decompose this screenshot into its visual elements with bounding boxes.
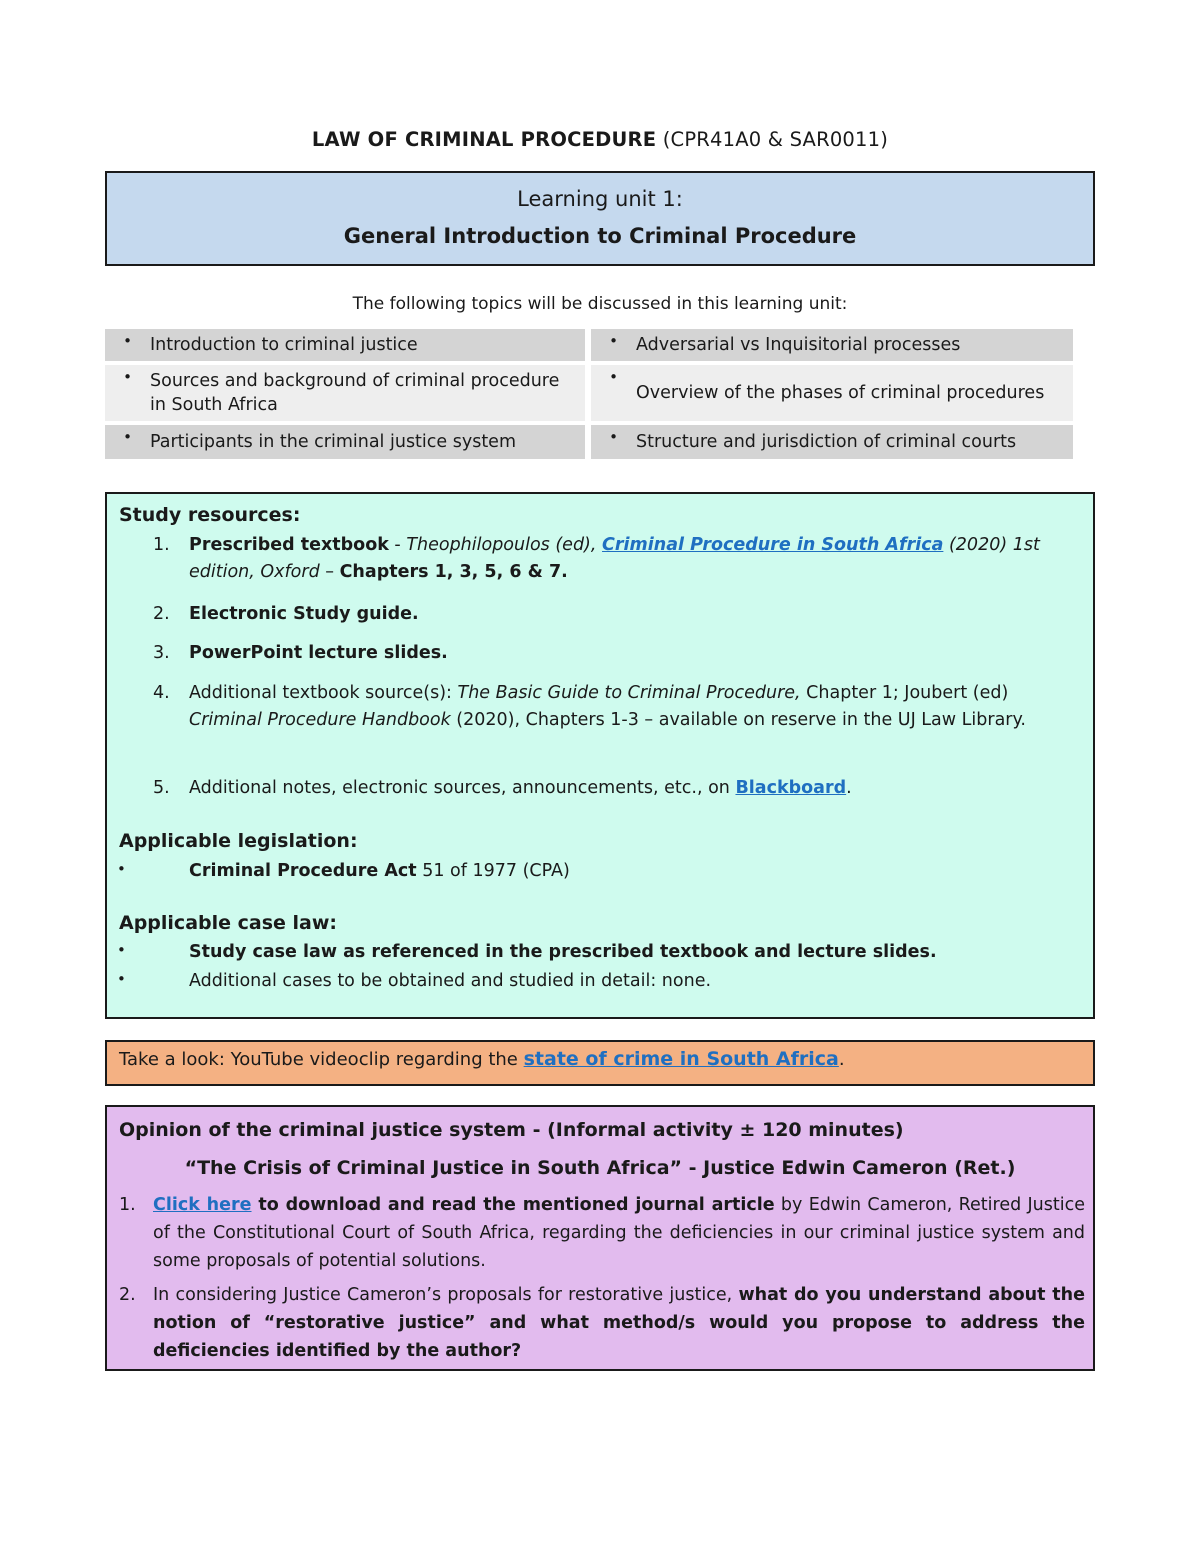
youtube-callout: [105, 1040, 1095, 1086]
course-name: LAW OF CRIMINAL PROCEDURE: [311, 128, 657, 151]
resource-mid: Chapter 1; Joubert (ed): [800, 683, 1009, 703]
question-text: [153, 1281, 1085, 1365]
topic-item: [105, 365, 585, 421]
youtube-link[interactable]: state of crime in South Africa: [523, 1048, 839, 1070]
textbook-author: Theophilopoulos (ed),: [406, 535, 597, 555]
bullet-icon: •: [117, 970, 126, 988]
resource-text: [189, 532, 1069, 586]
topic-item: [591, 365, 1073, 421]
resource-lead: Additional textbook source(s):: [189, 683, 458, 703]
item-number: 2.: [119, 1285, 136, 1305]
case-law-heading: Applicable case law:: [119, 912, 338, 934]
textbook-chapters: Chapters 1, 3, 5, 6 & 7.: [339, 562, 568, 582]
case-law-item: Study case law as referenced in the prescribed textbook and lecture slides.: [189, 942, 937, 962]
question-text: [153, 1191, 1085, 1275]
resource-tail: .: [846, 778, 852, 798]
blackboard-link[interactable]: Blackboard: [735, 778, 847, 798]
textbook-link[interactable]: Criminal Procedure in South Africa: [602, 535, 944, 555]
study-resources-box: [105, 492, 1095, 1019]
resource-tail: (2020), Chapters 1-3 – available on reserve in the UJ Law Library.: [450, 710, 1026, 730]
topic-text: Structure and jurisdiction of criminal courts: [636, 432, 1017, 452]
youtube-lead: Take a look: YouTube videoclip regarding the: [119, 1049, 524, 1070]
resource-text: [189, 775, 1069, 802]
topic-item: [591, 329, 1073, 361]
resource-bold: Prescribed textbook: [189, 535, 389, 555]
course-code: (CPR41A0 & SAR0011): [662, 128, 889, 151]
book-title: Criminal Procedure Handbook: [189, 710, 451, 730]
item-number: 4.: [153, 683, 170, 703]
bullet-icon: •: [123, 368, 132, 386]
activity-heading: Opinion of the criminal justice system - (Informal activity ± 120 minutes): [119, 1119, 904, 1141]
question-bold: what do you understand about the notion of “restorative justice” and what method/s would you propose to address the deficiencies identified by the author?: [153, 1285, 1085, 1361]
item-number: 2.: [153, 604, 170, 624]
question-bold: to download and read the mentioned journal article: [251, 1195, 775, 1215]
resource-lead: Additional notes, electronic sources, announcements, etc., on: [189, 778, 736, 798]
bullet-icon: •: [609, 368, 618, 386]
bullet-icon: •: [123, 332, 132, 350]
resource-sep: -: [388, 535, 407, 555]
resource-dash: –: [319, 562, 340, 582]
bullet-icon: •: [117, 941, 126, 959]
item-number: 3.: [153, 643, 170, 663]
bullet-icon: •: [117, 860, 126, 878]
legislation-item: [189, 858, 1089, 885]
learning-unit-banner: [105, 171, 1095, 266]
textbook-edition: (2020) 1st edition, Oxford: [189, 535, 1040, 582]
bullet-icon: •: [609, 332, 618, 350]
youtube-text: [119, 1048, 845, 1070]
bullet-icon: •: [123, 428, 132, 446]
question-lead: In considering Justice Cameron’s proposals for restorative justice,: [153, 1285, 739, 1305]
topic-text: Overview of the phases of criminal procedures: [636, 383, 1045, 403]
topic-text: Sources and background of criminal procedure in South Africa: [150, 371, 560, 415]
book-title: The Basic Guide to Criminal Procedure,: [457, 683, 801, 703]
topic-item: [105, 329, 585, 361]
article-title: “The Crisis of Criminal Justice in South Africa” - Justice Edwin Cameron (Ret.): [184, 1157, 1016, 1179]
legislation-heading: Applicable legislation:: [119, 830, 358, 852]
unit-title: General Introduction to Criminal Procedure: [343, 224, 857, 248]
item-number: 1.: [119, 1195, 136, 1215]
unit-label: Learning unit 1:: [517, 187, 683, 211]
page-title: [0, 128, 1200, 151]
resource-text: [189, 680, 1069, 734]
topic-item: [105, 425, 585, 459]
youtube-tail: .: [838, 1049, 845, 1070]
download-article-link[interactable]: Click here: [153, 1195, 252, 1215]
resource-item: [153, 532, 1053, 590]
resource-text: PowerPoint lecture slides.: [189, 643, 448, 663]
act-number: 51 of 1977 (CPA): [416, 861, 570, 881]
item-number: 5.: [153, 778, 170, 798]
opinion-activity-box: [105, 1105, 1095, 1371]
item-number: 1.: [153, 535, 170, 555]
topic-item: [591, 425, 1073, 459]
topics-intro: The following topics will be discussed in this learning unit:: [352, 294, 848, 314]
topic-text: Adversarial vs Inquisitorial processes: [636, 335, 961, 355]
bullet-icon: •: [609, 428, 618, 446]
question-rest: by Edwin Cameron, Retired Justice of the Constitutional Court of South Africa, regarding the deficiencies in our criminal justice system and some proposals of potential solutions.: [153, 1195, 1085, 1271]
resource-text: Electronic Study guide.: [189, 604, 419, 624]
topic-text: Introduction to criminal justice: [150, 335, 418, 355]
act-name: Criminal Procedure Act: [189, 861, 417, 881]
topic-text: Participants in the criminal justice system: [150, 432, 516, 452]
study-resources-heading: Study resources:: [119, 504, 301, 526]
case-law-item: Additional cases to be obtained and studied in detail: none.: [189, 971, 712, 991]
